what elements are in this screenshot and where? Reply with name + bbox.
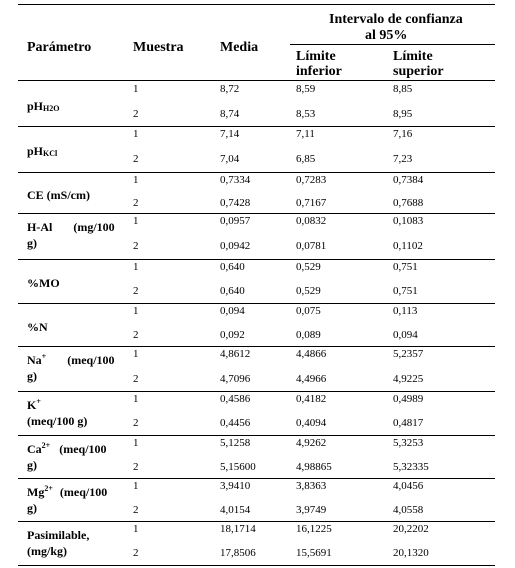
parameter-label: $Ca^{2+}$ (meq/100 g) <box>27 441 107 472</box>
cell-muestra: 2 <box>133 461 139 473</box>
cell-limite-superior: 20,2202 <box>393 523 429 535</box>
cell-limite-inferior: 0,0832 <box>296 215 327 227</box>
cell-limite-inferior: 15,5691 <box>296 547 332 559</box>
cell-limite-inferior: 0,7167 <box>296 197 327 209</box>
cell-limite-inferior: 0,4182 <box>296 393 327 405</box>
cell-media: 0,4456 <box>220 417 251 429</box>
cell-limite-superior: 5,3253 <box>393 437 424 449</box>
cell-limite-inferior: 4,4966 <box>296 373 327 385</box>
cell-muestra: 1 <box>133 348 139 360</box>
cell-media: 0,4586 <box>220 393 251 405</box>
limite-superior-line2: superior <box>393 64 444 79</box>
cell-muestra: 2 <box>133 329 139 341</box>
cell-media: 0,0942 <box>220 240 251 252</box>
cell-limite-inferior: 0,0781 <box>296 240 327 252</box>
cell-limite-superior: 0,094 <box>393 329 418 341</box>
row-rule <box>18 565 495 566</box>
row-rule <box>18 126 495 127</box>
cell-media: 18,1714 <box>220 523 256 535</box>
cell-limite-superior: 0,1102 <box>393 240 423 252</box>
cell-muestra: 2 <box>133 504 139 516</box>
cell-media: 7,04 <box>220 153 240 165</box>
row-rule <box>18 259 495 260</box>
cell-media: 8,74 <box>220 108 240 120</box>
cell-media: 4,8612 <box>220 348 251 360</box>
cell-limite-superior: 4,0456 <box>393 480 424 492</box>
cell-muestra: 1 <box>133 83 139 95</box>
cell-limite-superior: 0,751 <box>393 285 418 297</box>
cell-muestra: 2 <box>133 153 139 165</box>
parameter-label: Na+ (meq/100 g) <box>27 352 115 383</box>
col-header-intervalo-line1: Intervalo de confianza <box>329 12 463 27</box>
parameter-label: CE (mS/cm) <box>27 188 90 202</box>
cell-muestra: 2 <box>133 197 139 209</box>
cell-limite-superior: 7,16 <box>393 128 413 140</box>
cell-media: 5,1258 <box>220 437 251 449</box>
cell-media: 5,15600 <box>220 461 256 473</box>
cell-limite-inferior: 3,9749 <box>296 504 327 516</box>
cell-muestra: 2 <box>133 240 139 252</box>
cell-muestra: 1 <box>133 305 139 317</box>
cell-limite-superior: 4,9225 <box>393 373 424 385</box>
cell-media: 0,0957 <box>220 215 251 227</box>
parameter-label: $pH_{KCl}$ <box>27 144 58 158</box>
cell-limite-superior: 0,4989 <box>393 393 424 405</box>
cell-limite-inferior: 7,11 <box>296 128 315 140</box>
row-rule <box>18 213 495 214</box>
row-rule <box>18 391 495 392</box>
row-rule <box>18 521 495 522</box>
cell-media: 0,640 <box>220 285 245 297</box>
cell-limite-inferior: 0,7283 <box>296 174 327 186</box>
parameter-label: $pH_{H2O}$ <box>27 99 60 113</box>
interval-rule <box>290 44 495 45</box>
cell-limite-inferior: 4,4866 <box>296 348 327 360</box>
cell-limite-superior: 8,85 <box>393 83 413 95</box>
limite-inferior-line2: inferior <box>296 64 342 79</box>
cell-limite-superior: 5,32335 <box>393 461 429 473</box>
cell-muestra: 1 <box>133 480 139 492</box>
cell-media: 17,8506 <box>220 547 256 559</box>
cell-limite-superior: 0,4817 <box>393 417 424 429</box>
cell-muestra: 2 <box>133 285 139 297</box>
col-header-intervalo-line2: al 95% <box>365 28 408 43</box>
top-rule <box>18 4 495 5</box>
cell-limite-inferior: 0,529 <box>296 285 321 297</box>
cell-muestra: 1 <box>133 128 139 140</box>
cell-media: 8,72 <box>220 83 240 95</box>
parameter-label: H-Al (mg/100 g) <box>27 220 115 250</box>
row-rule <box>18 346 495 347</box>
cell-limite-superior: 8,95 <box>393 108 413 120</box>
parameter-label: K+ (meq/100 g) <box>27 397 88 428</box>
row-rule <box>18 303 495 304</box>
cell-limite-superior: 0,113 <box>393 305 418 317</box>
cell-media: 7,14 <box>220 128 240 140</box>
cell-limite-superior: 4,0558 <box>393 504 424 516</box>
col-header-media: Media <box>220 40 259 55</box>
cell-limite-inferior: 0,075 <box>296 305 321 317</box>
cell-muestra: 2 <box>133 108 139 120</box>
cell-limite-inferior: 0,089 <box>296 329 321 341</box>
cell-media: 0,640 <box>220 261 245 273</box>
cell-limite-superior: 0,751 <box>393 261 418 273</box>
cell-limite-inferior: 4,9262 <box>296 437 327 449</box>
row-rule <box>18 172 495 173</box>
cell-limite-inferior: 0,529 <box>296 261 321 273</box>
cell-limite-superior: 5,2357 <box>393 348 424 360</box>
cell-media: 0,092 <box>220 329 245 341</box>
cell-muestra: 2 <box>133 417 139 429</box>
cell-media: 0,7334 <box>220 174 251 186</box>
cell-limite-superior: 0,7688 <box>393 197 424 209</box>
cell-limite-inferior: 8,53 <box>296 108 316 120</box>
col-header-parametro: Parámetro <box>27 40 92 55</box>
col-header-limite-inferior <box>296 49 342 79</box>
cell-muestra: 1 <box>133 393 139 405</box>
cell-media: 0,094 <box>220 305 245 317</box>
cell-muestra: 1 <box>133 261 139 273</box>
cell-muestra: 1 <box>133 437 139 449</box>
cell-muestra: 2 <box>133 373 139 385</box>
row-rule <box>18 435 495 436</box>
cell-muestra: 1 <box>133 523 139 535</box>
cell-limite-inferior: 3,8363 <box>296 480 327 492</box>
cell-limite-inferior: 4,98865 <box>296 461 332 473</box>
cell-limite-superior: 7,23 <box>393 153 413 165</box>
cell-muestra: 2 <box>133 547 139 559</box>
cell-muestra: 1 <box>133 174 139 186</box>
cell-limite-inferior: 8,59 <box>296 83 316 95</box>
header-bottom-rule <box>18 80 495 81</box>
parameter-label: $Mg^{2+}$ (meq/100 g) <box>27 484 108 515</box>
col-header-limite-superior <box>393 49 444 79</box>
cell-media: 0,7428 <box>220 197 251 209</box>
cell-limite-inferior: 16,1225 <box>296 523 332 535</box>
limite-inferior-line1: Límite <box>296 49 336 64</box>
cell-media: 4,7096 <box>220 373 251 385</box>
row-rule <box>18 478 495 479</box>
cell-limite-superior: 0,7384 <box>393 174 424 186</box>
parameter-label: %N <box>27 320 48 334</box>
cell-media: 4,0154 <box>220 504 251 516</box>
col-header-muestra: Muestra <box>133 40 184 55</box>
cell-limite-inferior: 0,4094 <box>296 417 327 429</box>
cell-limite-superior: 20,1320 <box>393 547 429 559</box>
parameter-label: Pasimilable, (mg/kg) <box>27 528 90 558</box>
cell-media: 3,9410 <box>220 480 251 492</box>
cell-muestra: 1 <box>133 215 139 227</box>
limite-superior-line1: Límite <box>393 49 433 64</box>
cell-limite-superior: 0,1083 <box>393 215 424 227</box>
parameter-label: %MO <box>27 276 60 290</box>
cell-limite-inferior: 6,85 <box>296 153 316 165</box>
